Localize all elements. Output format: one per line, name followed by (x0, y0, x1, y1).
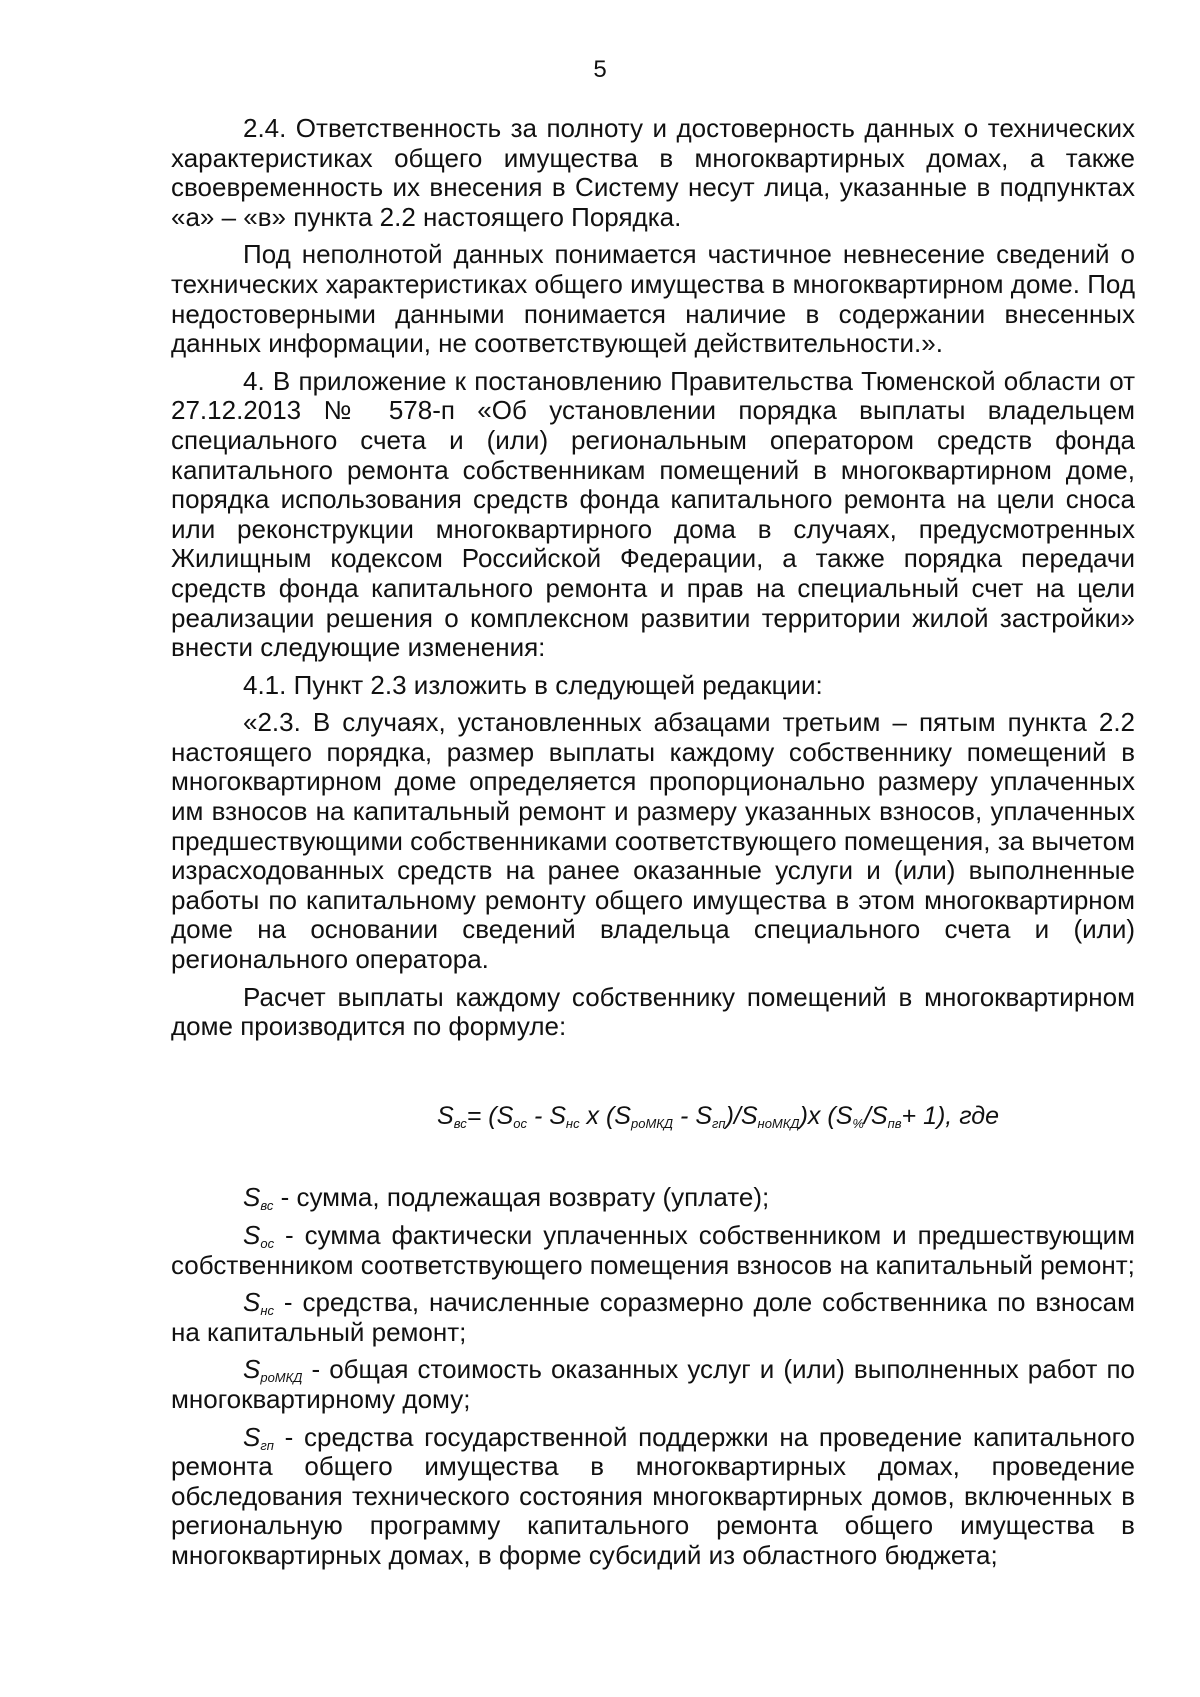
paragraph-item-4: 4. В приложение к постановлению Правительства Тюменской области от 27.12.2013 № 578-п «Об установлении порядка выплаты владельцем специального счета и (или) региональным оператором средств фонда капитального ремонта собственникам помещений в многоквартирном доме, порядка использования средств фонда капитального ремонта на цели сноса или реконструкции многоквартирного дома в случаях, предусмотренных Жилищным кодексом Российской Федерации, а также порядка передачи средств фонда капитального ремонта и прав на специальный счет на цели реализации решения о комплексном развитии территории жилой застройки» внести следующие изменения: (171, 365, 1135, 663)
paragraph-clause-2-3: «2.3. В случаях, установленных абзацами третьим – пятым пункта 2.2 настоящего порядка, размер выплаты каждому собственнику помещений в многоквартирном доме определяется пропорционально размеру уплаченных им взносов на капитальный ремонт и размеру указанных взносов, уплаченных предшествующими собственниками соответствующего помещения, за вычетом израсходованных средств на ранее оказанные услуги и (или) выполненные работы по капитальному ремонту общего имущества в этом многоквартирном доме на основании сведений владельца специального счета и (или) регионального оператора. (171, 707, 1135, 975)
payment-formula: $S_{вс}= (S_{ос} - S_{нс}$ х $(S_{роМКД} - S_{гп})/S_{нoМКД})х$ $(S_{\%}/S_{пв}+ 1)$, где (437, 1101, 999, 1131)
page-number: 5 (593, 56, 607, 83)
definition-s-gp: $S_{гп}$ - средства государственной поддержки на проведение капитального ремонта общего имущества в многоквартирных домах, проведение обследования технического состояния многоквартирных домов, включенных в региональную программу капитального ремонта общего имущества в многоквартирных домах, в форме субсидий из областного бюджета; (171, 1421, 1135, 1570)
definition-s-romkd: $S_{роМКД}$ - общая стоимость оказанных услуг и (или) выполненных работ по многоквартирному дому; (171, 1354, 1135, 1414)
paragraph-calculation: Расчет выплаты каждому собственнику помещений в многоквартирном доме производится по формуле: (171, 981, 1135, 1042)
definition-s-os: $S_{ос}$ - сумма фактически уплаченных собственником и предшествующим собственником соответствующего помещения взносов на капитальный ремонт; (171, 1220, 1135, 1280)
document-body (171, 114, 1135, 1579)
paragraph-incompleteness: Под неполнотой данных понимается частичное невнесение сведений о технических характеристиках общего имущества в многоквартирном доме. Под недостоверными данными понимается наличие в содержании внесенных данных информации, не соответствующей действительности.». (171, 239, 1135, 359)
paragraph-2-4: 2.4. Ответственность за полноту и достоверность данных о технических характеристиках общего имущества в многоквартирных домах, а также своевременность их внесения в Систему несут лица, указанные в подпунктах «а» – «в» пункта 2.2 настоящего Порядка. (171, 113, 1135, 232)
definition-s-vs: $S_{вс}$ - сумма, подлежащая возврату (уплате); (243, 1182, 770, 1214)
paragraph-item-4-1: 4.1. Пункт 2.3 изложить в следующей редакции: (243, 669, 823, 700)
definition-s-ns: $S_{нс}$ - средства, начисленные соразмерно доле собственника по взносам на капитальный ремонт; (171, 1287, 1135, 1347)
